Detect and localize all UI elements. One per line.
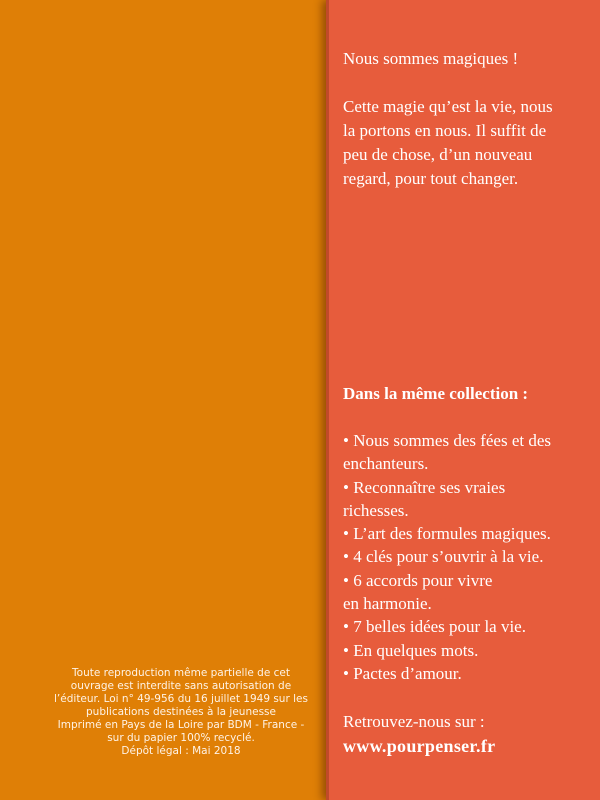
legal-notice: [40, 667, 322, 758]
collection-list-line: • 4 clés pour s’ouvrir à la vie.: [343, 547, 544, 567]
collection-list-line: • 7 belles idées pour la vie.: [343, 617, 526, 637]
legal-line: publications destinées à la jeunesse: [86, 706, 276, 718]
collection-list-line: • Pactes d’amour.: [343, 663, 462, 683]
collection-list-line: • L’art des formules magiques.: [343, 524, 551, 544]
collection-list-line: • Nous sommes des fées et des: [343, 431, 552, 450]
contact-label: Retrouvez-nous sur :: [343, 712, 485, 731]
website-url: www.pourpenser.fr: [343, 736, 496, 756]
legal-line: Imprimé en Pays de la Loire par BDM - France -: [57, 719, 305, 731]
intro-line: la portons en nous. Il suffit de: [343, 121, 547, 140]
intro-line: regard, pour tout changer.: [343, 169, 519, 188]
collection-list-line: • 6 accords pour vivre: [343, 570, 493, 590]
collection-list-line: • En quelques mots.: [343, 640, 479, 660]
collection-list: [343, 429, 551, 685]
legal-line: l’éditeur. Loi n° 49-956 du 16 juillet 1949 sur les: [54, 693, 308, 705]
collection-list-line: en harmonie.: [343, 594, 432, 614]
intro-line: peu de chose, d’un nouveau: [343, 145, 533, 164]
intro-line: Cette magie qu’est la vie, nous: [343, 97, 553, 116]
legal-line: sur du papier 100% recyclé.: [107, 732, 255, 744]
legal-line: Dépôt légal : Mai 2018: [121, 745, 241, 757]
collection-list-line: richesses.: [343, 500, 409, 520]
collection-list-line: • Reconnaître ses vraies: [343, 477, 506, 497]
legal-line: Toute reproduction même partielle de cet: [72, 667, 290, 679]
collection-heading: Dans la même collection :: [343, 384, 529, 403]
intro-title: Nous sommes magiques !: [343, 49, 519, 68]
collection-list-line: enchanteurs.: [343, 454, 429, 474]
intro-paragraph: [343, 95, 593, 191]
legal-line: ouvrage est interdite sans autorisation de: [70, 680, 292, 692]
